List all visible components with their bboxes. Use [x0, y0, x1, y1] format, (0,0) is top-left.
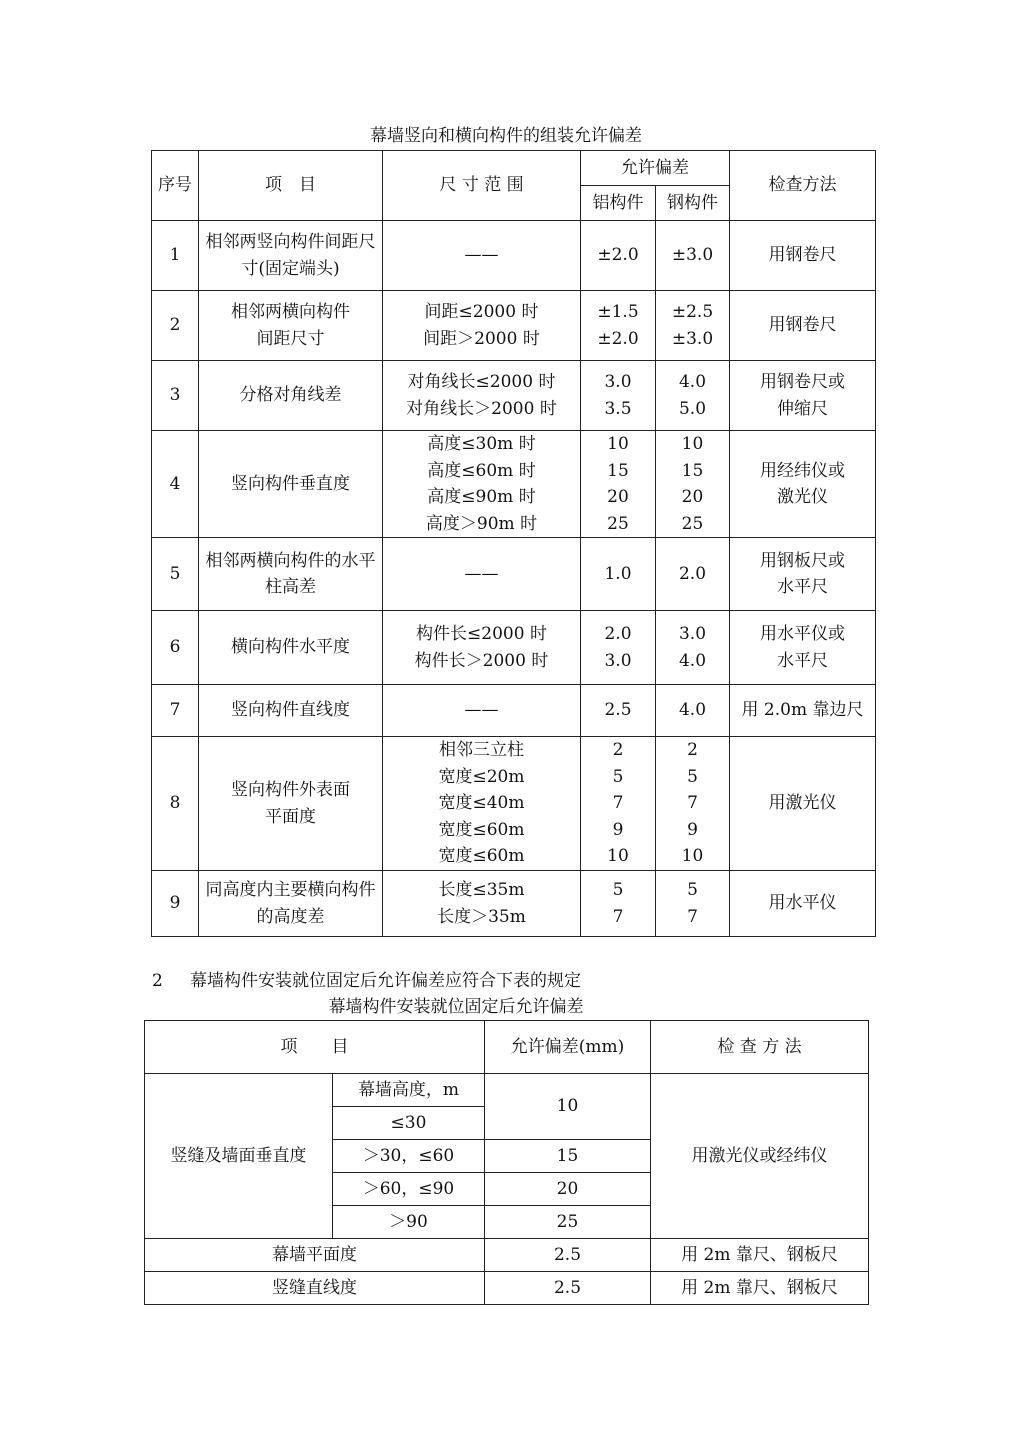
row-item — [199, 685, 383, 737]
row-method-line: 激光仪 — [777, 487, 828, 507]
row-steel-line: 9 — [687, 819, 698, 840]
row-method-line: 伸缩尺 — [777, 398, 828, 419]
group-label: 竖缝及墙面垂直度 — [145, 1074, 333, 1239]
group-value: 10 — [485, 1074, 651, 1140]
row-method — [730, 737, 876, 871]
row-range-line: 间距≤2000 时 — [424, 302, 539, 322]
row-method-line: 用钢卷尺或 — [760, 372, 845, 392]
row-method-line: 用钢卷尺 — [768, 315, 837, 336]
header-no: 序号 — [152, 151, 199, 221]
row-range-line: 构件长≤2000 时 — [416, 624, 547, 644]
row-value: 2.5 — [485, 1272, 651, 1305]
row-aluminum — [581, 361, 656, 431]
table-row — [152, 291, 876, 361]
row-item-line: 相邻两横向构件的水平 — [205, 550, 376, 571]
installation-tolerance-table — [144, 1020, 869, 1305]
row-item: 幕墙平面度 — [145, 1239, 485, 1272]
row-item — [199, 291, 383, 361]
row-item — [199, 611, 383, 685]
row-no: 3 — [152, 361, 199, 431]
row-range-line: 高度≤60m 时 — [427, 460, 536, 481]
row-steel-line: ±3.0 — [671, 245, 714, 266]
row-range — [383, 737, 581, 871]
row-range-line: —— — [464, 245, 499, 266]
table1-header-row — [152, 151, 876, 186]
row-no: 8 — [152, 737, 199, 871]
row-item — [199, 737, 383, 871]
row-range — [383, 291, 581, 361]
header-range: 尺 寸 范 围 — [383, 151, 581, 221]
group-range: ≤30 — [333, 1107, 485, 1140]
row-range-line: 高度≤90m 时 — [427, 487, 536, 507]
row-aluminum-line: 1.0 — [604, 563, 632, 584]
table-row — [152, 685, 876, 737]
row-steel-line: 5.0 — [678, 398, 707, 419]
row-method — [730, 221, 876, 291]
row-aluminum — [581, 611, 656, 685]
row-item-line: 柱高差 — [265, 577, 316, 597]
row-steel — [656, 611, 730, 685]
table-row — [152, 431, 876, 538]
row-aluminum — [581, 431, 656, 538]
row-item-line: 寸(固定端头) — [241, 258, 340, 279]
row-item — [199, 538, 383, 611]
row-no: 2 — [152, 291, 199, 361]
row-method-line: 用钢卷尺 — [768, 245, 837, 266]
row-aluminum — [581, 685, 656, 737]
row-aluminum-line: 15 — [607, 460, 629, 481]
row-steel-line: ±2.5 — [671, 302, 714, 322]
row-item-line: 竖向构件外表面 — [231, 780, 350, 800]
row-steel-line: ±3.0 — [671, 328, 714, 349]
table-row — [152, 737, 876, 871]
header-steel: 钢构件 — [656, 186, 730, 221]
table-row — [152, 361, 876, 431]
row-no: 7 — [152, 685, 199, 737]
row-method-line: 用水平仪 — [768, 893, 837, 914]
row-aluminum-line: 5 — [612, 766, 624, 787]
row-item — [199, 221, 383, 291]
row-aluminum-line: 3.5 — [604, 398, 632, 419]
row-steel — [656, 291, 730, 361]
row-steel-line: 20 — [681, 487, 704, 507]
row-value: 2.5 — [485, 1239, 651, 1272]
row-steel-line: 4.0 — [678, 700, 707, 721]
row-steel — [656, 361, 730, 431]
row-no: 6 — [152, 611, 199, 685]
row-aluminum-line: 10 — [607, 846, 629, 867]
row-range-line: —— — [464, 700, 499, 721]
row-range — [383, 538, 581, 611]
row-aluminum-line: ±1.5 — [597, 302, 639, 322]
table-row — [145, 1074, 869, 1107]
row-method-line: 用钢板尺或 — [760, 550, 845, 571]
group-value: 20 — [485, 1173, 651, 1206]
row-item-line: 竖向构件直线度 — [231, 700, 350, 721]
assembly-tolerance-table — [151, 150, 876, 937]
row-item — [199, 431, 383, 538]
row-range — [383, 685, 581, 737]
table2-header-row — [145, 1021, 869, 1074]
table2-title: 幕墙构件安装就位固定后允许偏差 — [328, 997, 584, 1017]
t2-header-item: 项 目 — [145, 1021, 485, 1074]
row-steel-line: 7 — [687, 906, 698, 927]
row-range-line: 宽度≤20m — [438, 766, 525, 787]
row-item-line: 竖向构件垂直度 — [231, 473, 350, 494]
row-aluminum-line: 7 — [612, 793, 624, 814]
row-steel — [656, 737, 730, 871]
row-aluminum — [581, 871, 656, 937]
group-range: 幕墙高度，m — [333, 1074, 485, 1107]
row-method — [730, 611, 876, 685]
row-item-line: 平面度 — [265, 806, 316, 827]
row-steel — [656, 685, 730, 737]
row-aluminum-line: 9 — [612, 819, 624, 840]
table-row — [152, 871, 876, 937]
row-aluminum-line: 2 — [612, 740, 624, 761]
row-aluminum-line: 3.0 — [604, 650, 632, 671]
row-no: 4 — [152, 431, 199, 538]
header-method: 检查方法 — [730, 151, 876, 221]
group-value: 25 — [485, 1206, 651, 1239]
row-steel-line: 2.0 — [678, 563, 707, 584]
row-no: 1 — [152, 221, 199, 291]
row-steel — [656, 871, 730, 937]
table-row — [152, 611, 876, 685]
row-item — [199, 361, 383, 431]
group-value: 15 — [485, 1140, 651, 1173]
row-steel-line: 10 — [681, 434, 704, 454]
row-range — [383, 611, 581, 685]
header-item: 项 目 — [199, 151, 383, 221]
row-method-line: 水平尺 — [777, 650, 828, 671]
paragraph-number: 2 — [152, 971, 163, 991]
row-method — [730, 361, 876, 431]
table1-title: 幕墙竖向和横向构件的组装允许偏差 — [370, 126, 642, 146]
group-method: 用激光仪或经纬仪 — [651, 1074, 869, 1239]
row-steel-line: 5 — [687, 880, 698, 900]
row-method-line: 用激光仪 — [768, 793, 837, 814]
row-range-line: 宽度≤60m — [438, 819, 525, 840]
t2-header-tolerance: 允许偏差(mm) — [485, 1021, 651, 1074]
row-steel-line: 25 — [681, 513, 704, 534]
row-range-line: 间距＞2000 时 — [423, 328, 540, 349]
row-range-line: 高度＞90m 时 — [425, 513, 538, 534]
row-steel-line: 15 — [681, 460, 704, 481]
row-aluminum-line: 10 — [607, 434, 629, 454]
row-range-line: —— — [464, 563, 499, 584]
row-range — [383, 221, 581, 291]
row-item-line: 相邻两竖向构件间距尺 — [205, 232, 376, 252]
row-steel — [656, 431, 730, 538]
row-method-line: 用水平仪或 — [760, 624, 845, 644]
row-aluminum-line: 5 — [612, 880, 624, 900]
table-row — [152, 538, 876, 611]
row-range — [383, 431, 581, 538]
row-range-line: 对角线长≤2000 时 — [407, 372, 556, 392]
row-aluminum-line: 2.0 — [604, 624, 632, 644]
row-item-line: 同高度内主要横向构件 — [205, 880, 376, 900]
row-aluminum — [581, 737, 656, 871]
row-item-line: 横向构件水平度 — [231, 637, 350, 658]
row-method — [730, 538, 876, 611]
row-aluminum-line: ±2.0 — [597, 328, 639, 349]
row-method: 用 2m 靠尺、钢板尺 — [651, 1239, 869, 1272]
header-aluminum: 铝构件 — [581, 186, 656, 221]
row-item-line: 间距尺寸 — [256, 328, 325, 349]
row-item-line: 分格对角线差 — [239, 385, 342, 406]
row-steel-line: 2 — [687, 740, 698, 761]
row-steel-line: 4.0 — [678, 650, 707, 671]
row-aluminum — [581, 538, 656, 611]
row-aluminum-line: 20 — [607, 487, 629, 507]
row-method-line: 水平尺 — [777, 577, 828, 597]
row-aluminum-line: ±2.0 — [597, 245, 639, 266]
row-method — [730, 871, 876, 937]
row-range-line: 相邻三立柱 — [439, 740, 524, 761]
row-aluminum — [581, 291, 656, 361]
row-method — [730, 685, 876, 737]
row-method — [730, 291, 876, 361]
row-steel-line: 4.0 — [678, 372, 707, 392]
group-range: ＞60，≤90 — [333, 1173, 485, 1206]
row-no: 9 — [152, 871, 199, 937]
row-steel-line: 5 — [687, 766, 698, 787]
table-row — [145, 1239, 869, 1272]
row-range-line: 长度≤35m — [438, 880, 525, 900]
row-range-line: 构件长＞2000 时 — [414, 650, 549, 671]
row-steel — [656, 221, 730, 291]
header-tolerance: 允许偏差 — [581, 151, 730, 186]
row-item-line: 相邻两横向构件 — [231, 302, 350, 322]
row-steel-line: 3.0 — [678, 624, 707, 644]
row-range-line: 长度＞35m — [437, 906, 526, 927]
row-method-line: 用经纬仪或 — [760, 460, 845, 481]
row-range — [383, 871, 581, 937]
row-method: 用 2m 靠尺、钢板尺 — [651, 1272, 869, 1305]
row-aluminum — [581, 221, 656, 291]
row-aluminum-line: 7 — [612, 906, 624, 927]
row-aluminum-line: 25 — [607, 513, 629, 534]
table-row — [145, 1272, 869, 1305]
row-steel-line: 10 — [681, 846, 704, 867]
group-range: ＞30，≤60 — [333, 1140, 485, 1173]
row-range-line: 宽度≤40m — [438, 793, 525, 814]
row-item: 竖缝直线度 — [145, 1272, 485, 1305]
row-range-line: 高度≤30m 时 — [427, 434, 536, 454]
row-range — [383, 361, 581, 431]
table-row — [152, 221, 876, 291]
paragraph-text: 幕墙构件安装就位固定后允许偏差应符合下表的规定 — [190, 971, 581, 991]
row-item — [199, 871, 383, 937]
row-steel — [656, 538, 730, 611]
row-aluminum-line: 2.5 — [604, 700, 632, 721]
row-no: 5 — [152, 538, 199, 611]
row-steel-line: 7 — [687, 793, 698, 814]
row-method — [730, 431, 876, 538]
row-method-line: 用 2.0m 靠边尺 — [741, 700, 864, 721]
row-item-line: 的高度差 — [256, 906, 325, 927]
group-range: ＞90 — [333, 1206, 485, 1239]
row-aluminum-line: 3.0 — [604, 372, 632, 392]
row-range-line: 对角线长＞2000 时 — [406, 398, 557, 419]
row-range-line: 宽度≤60m — [438, 846, 525, 867]
t2-header-method: 检 查 方 法 — [651, 1021, 869, 1074]
